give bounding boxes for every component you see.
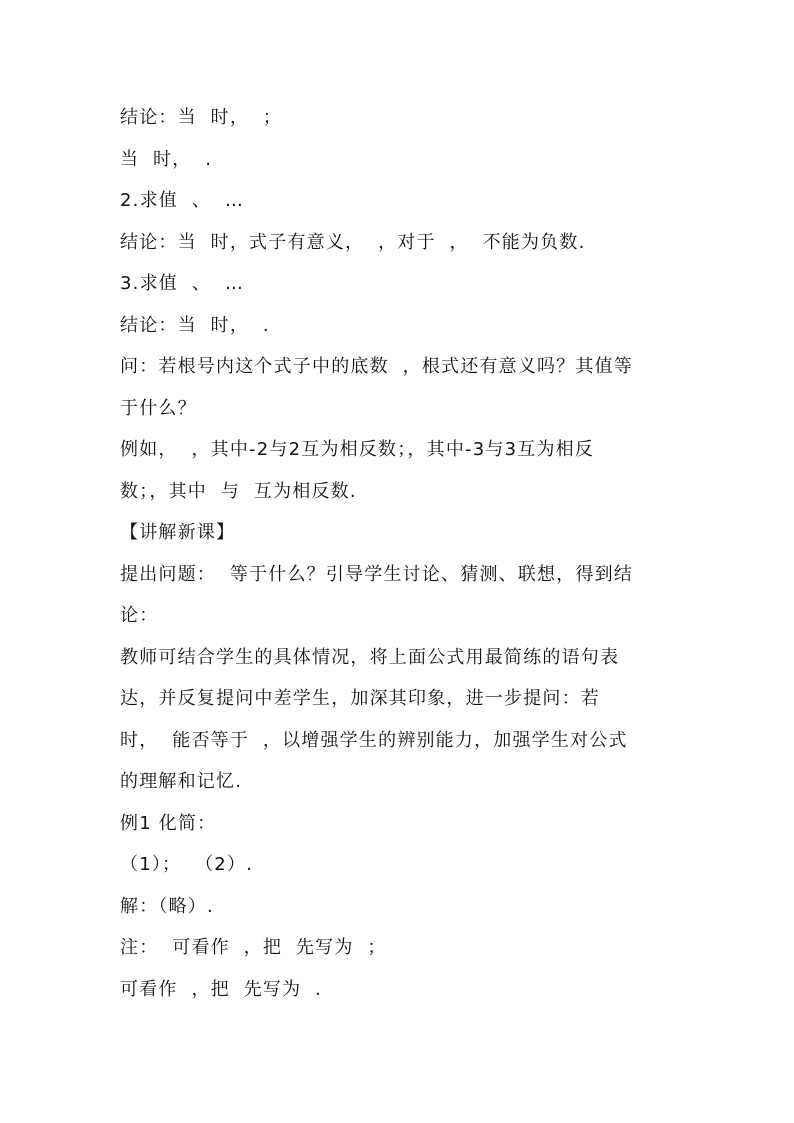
text-line: （1）； （2）. bbox=[120, 854, 254, 875]
text-line: 解：（略）. bbox=[120, 895, 214, 917]
text-line: 达，并反复提问中差学生，加深其印象，进一步提问：若 bbox=[120, 688, 600, 709]
section-heading: 【讲解新课】 bbox=[120, 522, 236, 543]
text-line: 可看作 ，把 先写为 . bbox=[120, 978, 323, 1000]
text-line: 例如， ，其中-2与2互为相反数；，其中-3与3互为相反 bbox=[120, 439, 595, 460]
text-line: 结论：当 时，式子有意义， ，对于 ， 不能为负数. bbox=[120, 231, 586, 253]
text-line: 例1 化简： bbox=[120, 812, 217, 834]
text-line: 的理解和记忆. bbox=[120, 771, 243, 792]
text-line: 问：若根号内这个式子中的底数 ，根式还有意义吗？其值等 bbox=[120, 356, 634, 377]
text-line: 论： bbox=[120, 605, 159, 626]
text-line: 当 时， . bbox=[120, 148, 213, 170]
text-line: 时， 能否等于 ，以增强学生的辨别能力，加强学生对公式 bbox=[120, 729, 628, 751]
document-body bbox=[120, 97, 680, 1010]
text-line: 提出问题： 等于什么？引导学生讨论、猜测、联想，得到结 bbox=[120, 563, 634, 585]
text-line: 3.求值 、 … bbox=[120, 273, 245, 294]
text-line: 2.求值 、 … bbox=[120, 190, 245, 211]
text-line: 注： 可看作 ，把 先写为 ； bbox=[120, 937, 387, 958]
text-line: 教师可结合学生的具体情况，将上面公式用最简练的语句表 bbox=[120, 646, 620, 668]
text-line: 结论：当 时， . bbox=[120, 314, 270, 336]
text-line: 于什么？ bbox=[120, 397, 197, 419]
text-line: 数；，其中 与 互为相反数. bbox=[120, 480, 357, 502]
text-line: 结论：当 时， ； bbox=[120, 107, 283, 128]
